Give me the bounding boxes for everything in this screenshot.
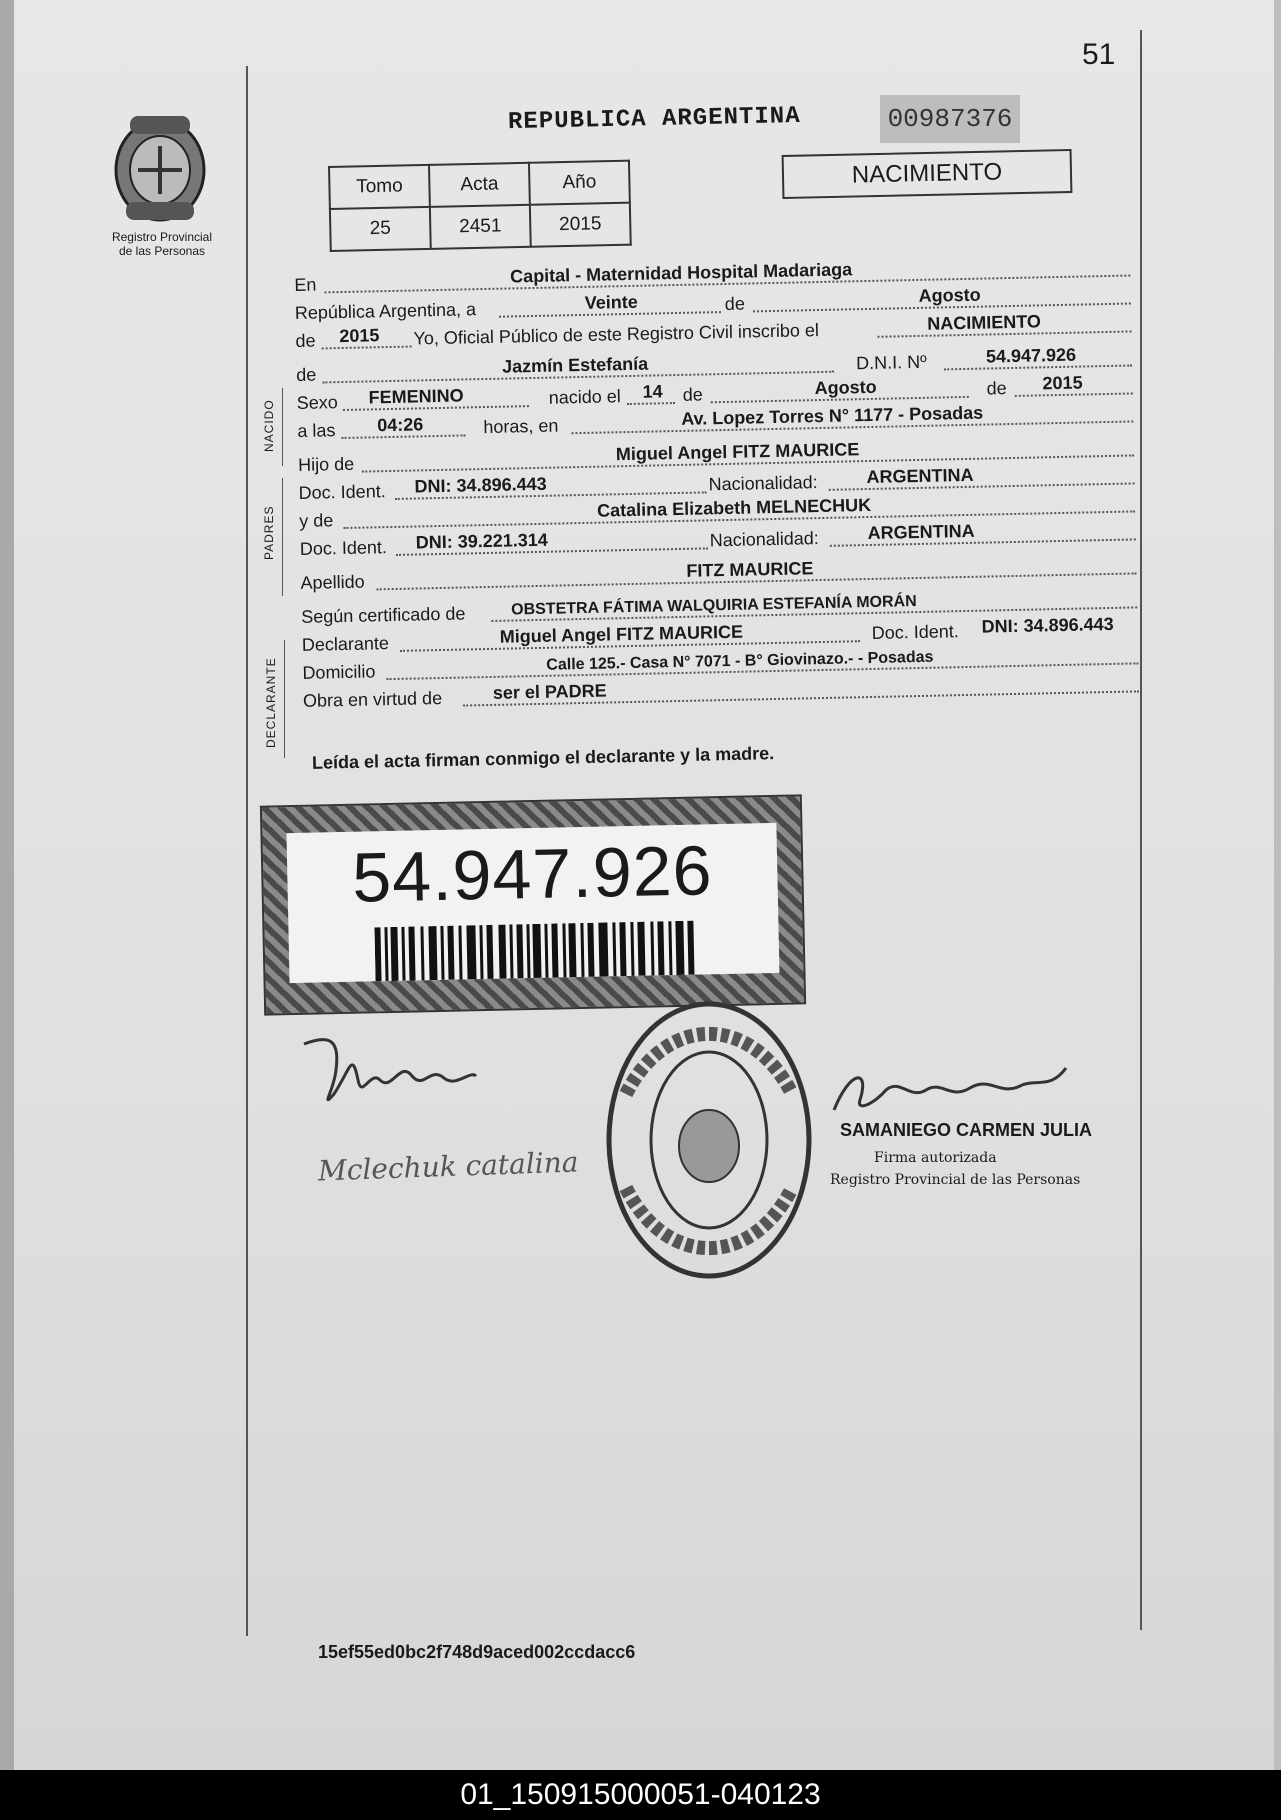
section-bracket: [282, 388, 283, 466]
label-de: de: [295, 330, 316, 351]
label-nacionalidad: Nacionalidad:: [709, 528, 820, 551]
value-certifier: OBSTETRA FÁTIMA WALQUIRIA ESTEFANÍA MORÁN: [510, 593, 917, 619]
value-birth-month: Agosto: [814, 376, 877, 399]
label-de: de: [986, 378, 1007, 399]
label-de: de: [682, 384, 703, 405]
label-de: de: [724, 293, 746, 314]
label-republica: República Argentina, a: [294, 299, 477, 323]
value-sex: FEMENINO: [368, 385, 464, 408]
register-header-ano: Año: [529, 161, 630, 205]
dni-sticker-number: 54.947.926: [351, 831, 714, 917]
value-capacity: ser el PADRE: [492, 680, 607, 703]
register-table: [328, 160, 632, 252]
agency-caption: [92, 230, 232, 258]
value-birth-day: 14: [642, 381, 663, 402]
label-a-las: a las: [297, 420, 336, 441]
value-surname: FITZ MAURICE: [686, 558, 814, 581]
register-value-ano: 2015: [530, 203, 631, 247]
section-bracket: [284, 640, 285, 758]
value-mother-name: Catalina Elizabeth MELNECHUK: [596, 494, 872, 521]
serial-number: 00987376: [880, 95, 1020, 143]
value-birth-year: 2015: [1042, 372, 1083, 394]
label-doc-ident: Doc. Ident.: [299, 537, 388, 559]
label-en: En: [294, 274, 317, 295]
value-declarant-doc: DNI: 34.896.443: [981, 613, 1114, 637]
provincial-coat-of-arms-icon: [108, 110, 212, 226]
section-bracket: [282, 478, 283, 596]
label-apellido: Apellido: [300, 571, 365, 593]
footer-id: 01_150915000051-040123: [460, 1778, 821, 1811]
agency-caption-line2: de las Personas: [118, 244, 206, 258]
label-declarante: Declarante: [301, 633, 390, 655]
value-year: 2015: [339, 325, 380, 347]
value-father-doc: DNI: 34.896.443: [414, 473, 547, 497]
label-doc-ident: Doc. Ident.: [871, 621, 959, 643]
label-doc-ident: Doc. Ident.: [298, 481, 386, 503]
record-type-box: NACIMIENTO: [782, 149, 1073, 199]
section-tag-padres: PADRES: [262, 505, 276, 560]
label-de: de: [295, 364, 317, 385]
label-dni: D.N.I. Nº: [855, 351, 927, 374]
dni-sticker: [260, 794, 806, 1015]
label-inscribo: Yo, Oficial Público de este Registro Civil inscribo el: [413, 320, 820, 349]
label-sexo: Sexo: [296, 392, 339, 413]
officer-role: Firma autorizada: [874, 1150, 997, 1166]
section-tag-nacido: NACIDO: [262, 399, 276, 452]
label-nacido-el: nacido el: [548, 386, 621, 408]
document-title: REPUBLICA ARGENTINA: [507, 102, 801, 137]
value-birth-time: 04:26: [377, 414, 424, 436]
value-declarant: Miguel Angel FITZ MAURICE: [499, 621, 744, 647]
value-mother-doc: DNI: 39.221.314: [415, 529, 549, 553]
declarant-signature-icon: [300, 1030, 480, 1120]
agency-caption-line1: Registro Provincial: [111, 230, 213, 244]
dni-sticker-label: [286, 823, 779, 983]
value-mother-nationality: ARGENTINA: [867, 520, 975, 544]
register-header-tomo: Tomo: [329, 165, 430, 209]
value-domicile: Calle 125.- Casa N° 7071 - B° Giovinazo.- - Posadas: [546, 648, 934, 674]
value-day: Veinte: [584, 291, 638, 313]
officer-signature-icon: [830, 1060, 1070, 1120]
right-margin-rule: [1140, 30, 1142, 1630]
closing-statement: Leída el acta firman conmigo el declarante y la madre.: [311, 743, 775, 773]
footer-id-bar: [0, 1770, 1281, 1820]
label-certificado: Según certificado de: [301, 603, 466, 627]
label-hijo-de: Hijo de: [297, 453, 355, 475]
label-obra: Obra en virtud de: [302, 687, 443, 711]
value-act: NACIMIENTO: [927, 311, 1042, 334]
document-hash: 15ef55ed0bc2f748d9aced002ccdacc6: [318, 1642, 636, 1662]
value-child-name: Jazmín Estefanía: [501, 353, 649, 377]
label-horas-en: horas, en: [483, 415, 559, 438]
left-margin-rule: [246, 66, 248, 1636]
value-child-dni: 54.947.926: [985, 344, 1077, 367]
official-seal-icon: [602, 998, 816, 1282]
value-place: Capital - Maternidad Hospital Madariaga: [509, 259, 853, 287]
mother-signature: Mclechuk catalina: [317, 1145, 579, 1188]
register-value-acta: 2451: [430, 205, 531, 249]
value-birth-address: Av. Lopez Torres N° 1177 - Posadas: [680, 402, 984, 429]
value-father-name: Miguel Angel FITZ MAURICE: [615, 439, 860, 465]
page-number: 51: [1082, 38, 1116, 71]
section-tag-declarante: DECLARANTE: [264, 657, 278, 748]
label-nacionalidad: Nacionalidad:: [708, 472, 818, 495]
officer-name: SAMANIEGO CARMEN JULIA: [840, 1120, 1093, 1140]
register-value-tomo: 25: [330, 207, 431, 251]
register-header-acta: Acta: [429, 163, 530, 207]
value-month: Agosto: [918, 284, 981, 306]
label-y-de: y de: [299, 510, 334, 531]
barcode-icon: [374, 921, 695, 982]
label-domicilio: Domicilio: [302, 661, 376, 683]
officer-office: Registro Provincial de las Personas: [830, 1172, 1081, 1188]
value-father-nationality: ARGENTINA: [866, 464, 974, 488]
record-form: [294, 252, 1141, 713]
